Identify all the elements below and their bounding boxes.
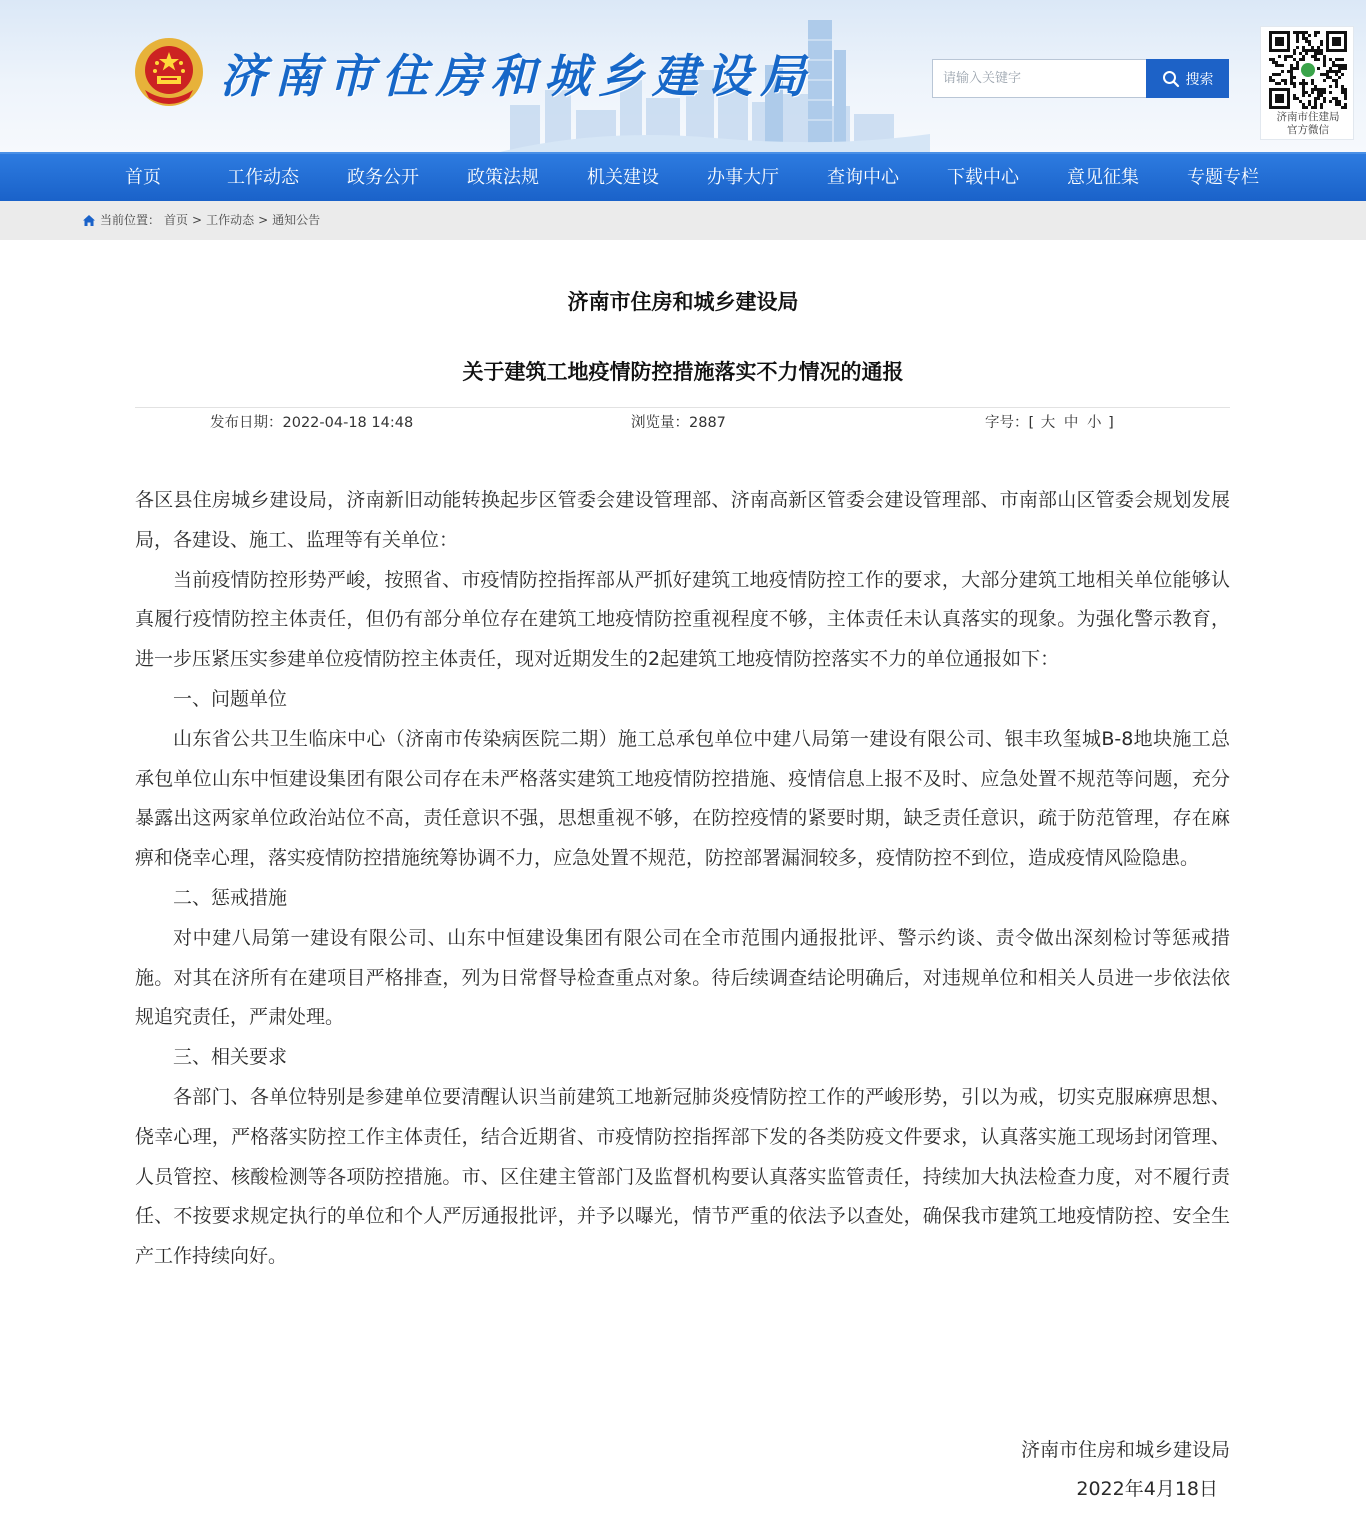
nav-item-home[interactable]: 首页 <box>125 167 161 188</box>
publish-date-label: 发布日期： <box>210 415 283 431</box>
nav-item-feedback[interactable]: 意见征集 <box>1067 167 1139 188</box>
paragraph-salutation: 各区县住房城乡建设局，济南新旧动能转换起步区管委会建设管理部、济南高新区管委会建设管理部、市南部山区管委会规划发展局，各建设、施工、监理等有关单位： <box>135 489 1230 551</box>
breadcrumb-prefix: 当前位置： <box>100 213 161 227</box>
wechat-qr-code-icon <box>1269 31 1347 109</box>
nav-item-topics[interactable]: 专题专栏 <box>1187 167 1259 188</box>
paragraph-requirements: 各部门、各单位特别是参建单位要清醒认识当前建筑工地新冠肺炎疫情防控工作的严峻形势，引以为戒，切实克服麻痹思想、侥幸心理，严格落实防控工作主体责任，结合近期省、市疫情防控指挥部下发的各类防疫文件要求，认真落实施工现场封闭管理、人员管控、核酸检测等各项防控措施。市、区住建主管部门及监督机构要认真落实监管责任，持续加大执法检查力度，对不履行责任、不按要求规定执行的单位和个人严厉通报批评，并予以曝光，情节严重的依法予以查处，确保我市建筑工地疫情防控、安全生产工作持续向好。 <box>135 1085 1230 1268</box>
nav-item-service-hall[interactable]: 办事大厅 <box>707 167 779 188</box>
search-button-label: 搜索 <box>1185 71 1214 88</box>
view-count-label: 浏览量： <box>631 415 689 431</box>
search-icon <box>1162 70 1180 88</box>
breadcrumb-separator: > <box>258 213 269 227</box>
site-title[interactable]: 济南市住房和城乡建设局 <box>220 49 814 103</box>
font-size-bracket-close: ] <box>1108 415 1114 431</box>
breadcrumb-separator: > <box>192 213 203 227</box>
site-header <box>0 0 1366 152</box>
section-heading-penalties: 二、惩戒措施 <box>173 886 288 909</box>
article-org-title: 济南市住房和城乡建设局 <box>567 290 799 314</box>
section-heading-problem-units: 一、问题单位 <box>173 687 288 710</box>
search-input[interactable] <box>932 59 1146 98</box>
font-size-label: 字号： <box>985 415 1029 431</box>
nav-item-work-news[interactable]: 工作动态 <box>227 167 299 188</box>
paragraph-intro: 当前疫情防控形势严峻，按照省、市疫情防控指挥部从严抓好建筑工地疫情防控工作的要求，大部分建筑工地相关单位能够认真履行疫情防控主体责任，但仍有部分单位存在建筑工地疫情防控重视程度不够，主体责任未认真落实的现象。为强化警示教育，进一步压紧压实参建单位疫情防控主体责任，现对近期发生的2起建筑工地疫情防控落实不力的单位通报如下： <box>135 568 1230 671</box>
view-count <box>631 412 726 434</box>
paragraph-penalties: 对中建八局第一建设有限公司、山东中恒建设集团有限公司在全市范围内通报批评、警示约谈、责令做出深刻检讨等惩戒措施。对其在济所有在建项目严格排查，列为日常督导检查重点对象。待后续调查结论明确后，对违规单位和相关人员进一步依法依规追究责任，严肃处理。 <box>135 926 1230 1029</box>
article-body <box>135 481 1230 1277</box>
home-icon <box>82 214 96 227</box>
nav-item-party[interactable]: 机关建设 <box>587 167 659 188</box>
qr-caption <box>1261 111 1355 137</box>
breadcrumb-link-home[interactable]: 首页 <box>164 213 189 227</box>
article-sign-date: 2022年4月18日 <box>1076 1478 1218 1500</box>
paragraph-problem-units: 山东省公共卫生临床中心（济南市传染病医院二期）施工总承包单位中建八局第一建设有限公司、银丰玖玺城B-8地块施工总承包单位山东中恒建设集团有限公司存在未严格落实建筑工地疫情防控措施、疫情信息上报不及时、应急处置不规范等问题，充分暴露出这两家单位政治站位不高，责任意识不强，思想重视不够，在防控疫情的紧要时期，缺乏责任意识，疏于防范管理，存在麻痹和侥幸心理，落实疫情防控措施统筹协调不力，应急处置不规范，防控部署漏洞较多，疫情防控不到位，造成疫情风险隐患。 <box>135 727 1230 870</box>
publish-date-value: 2022-04-18 14:48 <box>282 415 414 431</box>
qr-caption-line1: 济南市住建局 <box>1276 111 1340 123</box>
nav-item-gov-affairs[interactable]: 政务公开 <box>347 167 419 188</box>
publish-date <box>210 412 413 434</box>
search-button[interactable] <box>1146 59 1229 98</box>
article-signature: 济南市住房和城乡建设局 <box>1020 1439 1230 1461</box>
font-size-control <box>985 412 1114 434</box>
nav-item-query[interactable]: 查询中心 <box>827 167 899 188</box>
search-bar <box>932 59 1229 98</box>
article-title: 关于建筑工地疫情防控措施落实不力情况的通报 <box>462 360 904 384</box>
title-divider <box>135 407 1230 408</box>
nav-item-download[interactable]: 下载中心 <box>947 167 1019 188</box>
section-heading-requirements: 三、相关要求 <box>173 1046 288 1069</box>
nav-item-policy[interactable]: 政策法规 <box>467 167 539 188</box>
wechat-qr-panel <box>1260 26 1354 140</box>
national-emblem-icon <box>133 36 205 108</box>
breadcrumb-link-notices[interactable]: 通知公告 <box>272 213 321 227</box>
view-count-value: 2887 <box>689 415 726 431</box>
main-nav <box>0 152 1366 201</box>
font-size-medium-link[interactable]: 中 <box>1063 415 1079 431</box>
breadcrumb <box>82 201 320 240</box>
font-size-large-link[interactable]: 大 <box>1040 415 1056 431</box>
breadcrumb-link-work-news[interactable]: 工作动态 <box>206 213 255 227</box>
font-size-bracket-open: [ <box>1028 415 1035 431</box>
breadcrumb-bar <box>0 201 1366 240</box>
qr-caption-line2: 官方微信 <box>1287 124 1329 136</box>
font-size-small-link[interactable]: 小 <box>1087 415 1102 431</box>
